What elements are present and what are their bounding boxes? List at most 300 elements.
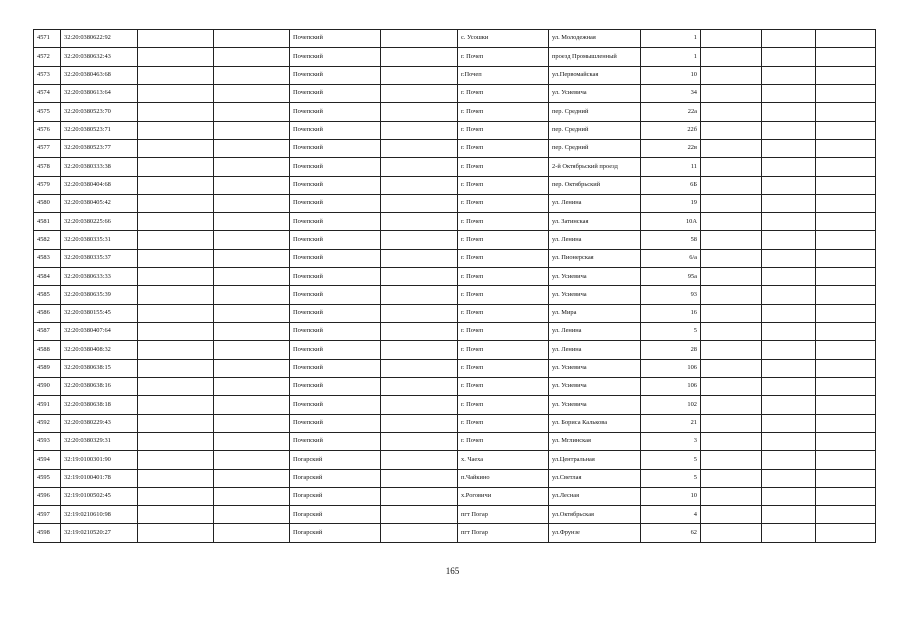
empty-cell	[214, 396, 290, 414]
empty-cell	[762, 432, 816, 450]
empty-cell	[214, 341, 290, 359]
empty-cell	[816, 451, 876, 469]
locality-cell: п.Чайкино	[458, 469, 549, 487]
district-cell: Почепский	[290, 194, 381, 212]
empty-cell	[214, 66, 290, 84]
house-number-cell: 3	[641, 432, 701, 450]
empty-cell	[214, 487, 290, 505]
empty-cell	[381, 158, 458, 176]
locality-cell: г. Почеп	[458, 121, 549, 139]
page-number: 165	[445, 566, 460, 576]
empty-cell	[816, 213, 876, 231]
empty-cell	[381, 487, 458, 505]
empty-cell	[214, 84, 290, 102]
empty-cell	[701, 121, 762, 139]
empty-cell	[816, 341, 876, 359]
registry-table	[33, 29, 876, 543]
row-number-cell: 4592	[34, 414, 61, 432]
locality-cell: г. Почеп	[458, 194, 549, 212]
empty-cell	[214, 268, 290, 286]
locality-cell: г. Почеп	[458, 213, 549, 231]
street-cell: ул. Бориса Калькова	[549, 414, 641, 432]
empty-cell	[816, 158, 876, 176]
street-cell: ул. Мира	[549, 304, 641, 322]
empty-cell	[816, 139, 876, 157]
empty-cell	[138, 506, 214, 524]
district-cell: Почепский	[290, 30, 381, 48]
empty-cell	[214, 103, 290, 121]
empty-cell	[138, 121, 214, 139]
registry-table-body	[34, 30, 876, 543]
cadastral-number-cell: 32:20:0380523:71	[61, 121, 138, 139]
table-row	[34, 268, 876, 286]
empty-cell	[762, 194, 816, 212]
row-number-cell: 4595	[34, 469, 61, 487]
empty-cell	[381, 323, 458, 341]
empty-cell	[816, 231, 876, 249]
empty-cell	[381, 48, 458, 66]
table-row	[34, 451, 876, 469]
empty-cell	[701, 414, 762, 432]
cadastral-number-cell: 32:20:0380622:92	[61, 30, 138, 48]
empty-cell	[816, 377, 876, 395]
empty-cell	[214, 286, 290, 304]
cadastral-number-cell: 32:20:0380405:42	[61, 194, 138, 212]
cadastral-number-cell: 32:20:0380335:37	[61, 249, 138, 267]
row-number-cell: 4573	[34, 66, 61, 84]
table-row	[34, 487, 876, 505]
district-cell: Погарский	[290, 524, 381, 543]
empty-cell	[214, 451, 290, 469]
house-number-cell: 22а	[641, 103, 701, 121]
empty-cell	[762, 323, 816, 341]
street-cell: ул. Усиевича	[549, 286, 641, 304]
empty-cell	[214, 158, 290, 176]
house-number-cell: 93	[641, 286, 701, 304]
row-number-cell: 4597	[34, 506, 61, 524]
empty-cell	[138, 341, 214, 359]
table-row	[34, 66, 876, 84]
empty-cell	[762, 524, 816, 543]
empty-cell	[701, 66, 762, 84]
empty-cell	[816, 66, 876, 84]
street-cell: ул. Мглинская	[549, 432, 641, 450]
empty-cell	[816, 469, 876, 487]
empty-cell	[381, 524, 458, 543]
empty-cell	[214, 194, 290, 212]
street-cell: ул. Молодежная	[549, 30, 641, 48]
street-cell: ул. Затинская	[549, 213, 641, 231]
house-number-cell: 1	[641, 30, 701, 48]
house-number-cell: 95а	[641, 268, 701, 286]
empty-cell	[762, 469, 816, 487]
empty-cell	[816, 84, 876, 102]
house-number-cell: 106	[641, 359, 701, 377]
empty-cell	[816, 176, 876, 194]
empty-cell	[214, 213, 290, 231]
house-number-cell: 11	[641, 158, 701, 176]
table-row	[34, 139, 876, 157]
empty-cell	[762, 304, 816, 322]
empty-cell	[816, 396, 876, 414]
empty-cell	[381, 84, 458, 102]
empty-cell	[762, 396, 816, 414]
row-number-cell: 4591	[34, 396, 61, 414]
empty-cell	[701, 231, 762, 249]
row-number-cell: 4575	[34, 103, 61, 121]
locality-cell: пгт Погар	[458, 524, 549, 543]
table-row	[34, 304, 876, 322]
empty-cell	[701, 176, 762, 194]
district-cell: Почепский	[290, 176, 381, 194]
empty-cell	[381, 286, 458, 304]
street-cell: ул. Усиевича	[549, 268, 641, 286]
locality-cell: г. Почеп	[458, 286, 549, 304]
empty-cell	[701, 103, 762, 121]
district-cell: Почепский	[290, 158, 381, 176]
empty-cell	[381, 30, 458, 48]
street-cell: ул. Ленина	[549, 341, 641, 359]
locality-cell: с. Усошки	[458, 30, 549, 48]
empty-cell	[762, 359, 816, 377]
empty-cell	[138, 487, 214, 505]
empty-cell	[816, 30, 876, 48]
empty-cell	[138, 414, 214, 432]
cadastral-number-cell: 32:19:0100301:90	[61, 451, 138, 469]
table-row	[34, 377, 876, 395]
table-row	[34, 469, 876, 487]
empty-cell	[214, 231, 290, 249]
empty-cell	[214, 414, 290, 432]
street-cell: пер. Средний	[549, 139, 641, 157]
locality-cell: г. Почеп	[458, 176, 549, 194]
table-row	[34, 524, 876, 543]
empty-cell	[381, 341, 458, 359]
cadastral-number-cell: 32:20:0380613:64	[61, 84, 138, 102]
house-number-cell: 22б	[641, 121, 701, 139]
empty-cell	[816, 304, 876, 322]
house-number-cell: 21	[641, 414, 701, 432]
locality-cell: г. Почеп	[458, 48, 549, 66]
house-number-cell: 5	[641, 451, 701, 469]
street-cell: ул.Светлая	[549, 469, 641, 487]
street-cell: ул.Фрунзе	[549, 524, 641, 543]
locality-cell: г.Почеп	[458, 66, 549, 84]
empty-cell	[701, 286, 762, 304]
empty-cell	[816, 286, 876, 304]
empty-cell	[701, 469, 762, 487]
cadastral-number-cell: 32:19:0100401:78	[61, 469, 138, 487]
house-number-cell: 10А	[641, 213, 701, 231]
district-cell: Почепский	[290, 84, 381, 102]
empty-cell	[701, 249, 762, 267]
row-number-cell: 4572	[34, 48, 61, 66]
table-row	[34, 359, 876, 377]
empty-cell	[762, 139, 816, 157]
table-row	[34, 158, 876, 176]
empty-cell	[138, 304, 214, 322]
district-cell: Почепский	[290, 304, 381, 322]
locality-cell: х. Чаеха	[458, 451, 549, 469]
empty-cell	[214, 304, 290, 322]
empty-cell	[381, 451, 458, 469]
empty-cell	[701, 506, 762, 524]
empty-cell	[138, 103, 214, 121]
table-row	[34, 506, 876, 524]
empty-cell	[816, 121, 876, 139]
empty-cell	[138, 48, 214, 66]
street-cell: ул.Октябрьская	[549, 506, 641, 524]
empty-cell	[762, 84, 816, 102]
locality-cell: пгт Погар	[458, 506, 549, 524]
empty-cell	[138, 286, 214, 304]
empty-cell	[701, 323, 762, 341]
cadastral-number-cell: 32:20:0380225:66	[61, 213, 138, 231]
row-number-cell: 4576	[34, 121, 61, 139]
empty-cell	[381, 66, 458, 84]
empty-cell	[214, 469, 290, 487]
empty-cell	[762, 121, 816, 139]
street-cell: ул. Усиевича	[549, 377, 641, 395]
cadastral-number-cell: 32:20:0380632:43	[61, 48, 138, 66]
empty-cell	[762, 451, 816, 469]
empty-cell	[701, 158, 762, 176]
district-cell: Почепский	[290, 66, 381, 84]
locality-cell: г. Почеп	[458, 103, 549, 121]
street-cell: пер. Средний	[549, 121, 641, 139]
empty-cell	[138, 66, 214, 84]
cadastral-number-cell: 32:20:0380229:43	[61, 414, 138, 432]
district-cell: Почепский	[290, 432, 381, 450]
empty-cell	[381, 103, 458, 121]
locality-cell: г. Почеп	[458, 377, 549, 395]
empty-cell	[816, 432, 876, 450]
empty-cell	[816, 487, 876, 505]
empty-cell	[701, 30, 762, 48]
cadastral-number-cell: 32:20:0380633:33	[61, 268, 138, 286]
empty-cell	[214, 30, 290, 48]
district-cell: Почепский	[290, 48, 381, 66]
empty-cell	[138, 213, 214, 231]
empty-cell	[381, 139, 458, 157]
row-number-cell: 4598	[34, 524, 61, 543]
empty-cell	[138, 396, 214, 414]
empty-cell	[138, 194, 214, 212]
locality-cell: г. Почеп	[458, 304, 549, 322]
cadastral-number-cell: 32:20:0380329:31	[61, 432, 138, 450]
district-cell: Почепский	[290, 396, 381, 414]
empty-cell	[381, 268, 458, 286]
locality-cell: г. Почеп	[458, 158, 549, 176]
empty-cell	[214, 524, 290, 543]
house-number-cell: 106	[641, 377, 701, 395]
empty-cell	[138, 323, 214, 341]
empty-cell	[214, 249, 290, 267]
locality-cell: х.Роговичи	[458, 487, 549, 505]
table-row	[34, 414, 876, 432]
row-number-cell: 4594	[34, 451, 61, 469]
locality-cell: г. Почеп	[458, 414, 549, 432]
empty-cell	[701, 139, 762, 157]
district-cell: Погарский	[290, 451, 381, 469]
locality-cell: г. Почеп	[458, 84, 549, 102]
table-row	[34, 249, 876, 267]
empty-cell	[138, 432, 214, 450]
empty-cell	[381, 194, 458, 212]
empty-cell	[701, 396, 762, 414]
empty-cell	[816, 249, 876, 267]
empty-cell	[816, 506, 876, 524]
house-number-cell: 16	[641, 304, 701, 322]
street-cell: ул. Усиевича	[549, 84, 641, 102]
street-cell: проезд Промышленный	[549, 48, 641, 66]
empty-cell	[214, 323, 290, 341]
street-cell: пер. Октябрьский	[549, 176, 641, 194]
cadastral-number-cell: 32:20:0380638:18	[61, 396, 138, 414]
row-number-cell: 4589	[34, 359, 61, 377]
row-number-cell: 4581	[34, 213, 61, 231]
empty-cell	[381, 414, 458, 432]
row-number-cell: 4588	[34, 341, 61, 359]
locality-cell: г. Почеп	[458, 341, 549, 359]
row-number-cell: 4580	[34, 194, 61, 212]
empty-cell	[701, 432, 762, 450]
house-number-cell: 5	[641, 323, 701, 341]
cadastral-number-cell: 32:20:0380155:45	[61, 304, 138, 322]
row-number-cell: 4593	[34, 432, 61, 450]
row-number-cell: 4586	[34, 304, 61, 322]
district-cell: Почепский	[290, 359, 381, 377]
street-cell: ул.Центральная	[549, 451, 641, 469]
table-row	[34, 176, 876, 194]
cadastral-number-cell: 32:20:0380523:70	[61, 103, 138, 121]
table-row	[34, 121, 876, 139]
empty-cell	[381, 249, 458, 267]
empty-cell	[138, 30, 214, 48]
cadastral-number-cell: 32:20:0380333:38	[61, 158, 138, 176]
row-number-cell: 4574	[34, 84, 61, 102]
street-cell: ул.Первомайская	[549, 66, 641, 84]
empty-cell	[214, 176, 290, 194]
empty-cell	[762, 268, 816, 286]
empty-cell	[138, 268, 214, 286]
district-cell: Почепский	[290, 341, 381, 359]
empty-cell	[138, 451, 214, 469]
house-number-cell: 10	[641, 66, 701, 84]
cadastral-number-cell: 32:20:0380638:16	[61, 377, 138, 395]
locality-cell: г. Почеп	[458, 432, 549, 450]
table-row	[34, 194, 876, 212]
empty-cell	[701, 304, 762, 322]
empty-cell	[138, 377, 214, 395]
empty-cell	[701, 377, 762, 395]
house-number-cell: 19	[641, 194, 701, 212]
district-cell: Почепский	[290, 323, 381, 341]
empty-cell	[381, 176, 458, 194]
locality-cell: г. Почеп	[458, 396, 549, 414]
empty-cell	[762, 30, 816, 48]
street-cell: ул. Пионерская	[549, 249, 641, 267]
row-number-cell: 4578	[34, 158, 61, 176]
street-cell: пер. Средний	[549, 103, 641, 121]
empty-cell	[816, 414, 876, 432]
row-number-cell: 4582	[34, 231, 61, 249]
locality-cell: г. Почеп	[458, 323, 549, 341]
empty-cell	[381, 213, 458, 231]
table-row	[34, 48, 876, 66]
row-number-cell: 4579	[34, 176, 61, 194]
empty-cell	[138, 176, 214, 194]
table-row	[34, 396, 876, 414]
cadastral-number-cell: 32:20:0380635:39	[61, 286, 138, 304]
empty-cell	[762, 377, 816, 395]
row-number-cell: 4584	[34, 268, 61, 286]
empty-cell	[816, 524, 876, 543]
district-cell: Почепский	[290, 139, 381, 157]
empty-cell	[816, 268, 876, 286]
empty-cell	[381, 377, 458, 395]
empty-cell	[138, 158, 214, 176]
house-number-cell: 6Б	[641, 176, 701, 194]
row-number-cell: 4577	[34, 139, 61, 157]
street-cell: ул. Ленина	[549, 194, 641, 212]
street-cell: ул. Ленина	[549, 231, 641, 249]
empty-cell	[138, 139, 214, 157]
empty-cell	[214, 506, 290, 524]
row-number-cell: 4583	[34, 249, 61, 267]
cadastral-number-cell: 32:20:0380408:32	[61, 341, 138, 359]
street-cell: ул.Лесная	[549, 487, 641, 505]
house-number-cell: 10	[641, 487, 701, 505]
district-cell: Почепский	[290, 249, 381, 267]
cadastral-number-cell: 32:20:0380523:77	[61, 139, 138, 157]
district-cell: Почепский	[290, 268, 381, 286]
locality-cell: г. Почеп	[458, 139, 549, 157]
empty-cell	[816, 323, 876, 341]
table-row	[34, 323, 876, 341]
table-row	[34, 341, 876, 359]
cadastral-number-cell: 32:20:0380638:15	[61, 359, 138, 377]
empty-cell	[701, 359, 762, 377]
street-cell: ул. Ленина	[549, 323, 641, 341]
empty-cell	[816, 359, 876, 377]
empty-cell	[381, 231, 458, 249]
empty-cell	[762, 48, 816, 66]
district-cell: Почепский	[290, 414, 381, 432]
district-cell: Почепский	[290, 286, 381, 304]
empty-cell	[701, 48, 762, 66]
row-number-cell: 4590	[34, 377, 61, 395]
empty-cell	[816, 103, 876, 121]
district-cell: Почепский	[290, 121, 381, 139]
row-number-cell: 4596	[34, 487, 61, 505]
empty-cell	[701, 84, 762, 102]
house-number-cell: 1	[641, 48, 701, 66]
cadastral-number-cell: 32:19:0210520:27	[61, 524, 138, 543]
house-number-cell: 22в	[641, 139, 701, 157]
empty-cell	[701, 268, 762, 286]
empty-cell	[762, 286, 816, 304]
district-cell: Почепский	[290, 103, 381, 121]
empty-cell	[381, 469, 458, 487]
house-number-cell: 5	[641, 469, 701, 487]
district-cell: Погарский	[290, 506, 381, 524]
cadastral-number-cell: 32:20:0380407:64	[61, 323, 138, 341]
locality-cell: г. Почеп	[458, 249, 549, 267]
empty-cell	[701, 194, 762, 212]
empty-cell	[816, 194, 876, 212]
empty-cell	[701, 341, 762, 359]
